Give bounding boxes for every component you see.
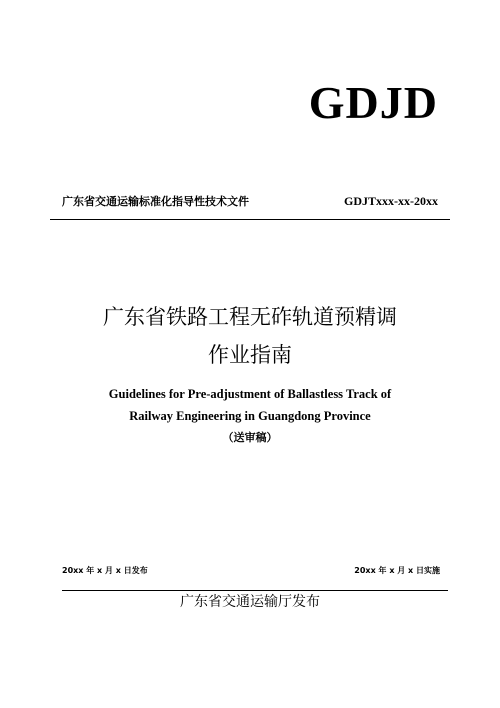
draft-status: （送审稿）: [222, 431, 278, 444]
title-english-line-1: Guidelines for Pre-adjustment of Ballastless Track of: [108, 387, 392, 401]
header-divider: [50, 219, 450, 220]
document-type: 广东省交通运输标准化指导性技术文件: [62, 195, 249, 208]
publisher: 广东省交通运输厅发布: [180, 594, 320, 610]
title-english-line-2: Railway Engineering in Guangdong Province: [129, 409, 371, 423]
implementation-date: 20xx 年 x 月 x 日实施: [354, 566, 440, 575]
document-code: GDJTxxx-xx-20xx: [344, 194, 438, 208]
title-chinese-line-1: 广东省铁路工程无砟轨道预精调: [103, 305, 397, 329]
standard-logo: GDJD: [308, 77, 438, 128]
title-chinese-line-2: 作业指南: [208, 343, 292, 367]
footer-divider: [62, 590, 448, 591]
issue-date: 20xx 年 x 月 x 日发布: [62, 566, 148, 575]
